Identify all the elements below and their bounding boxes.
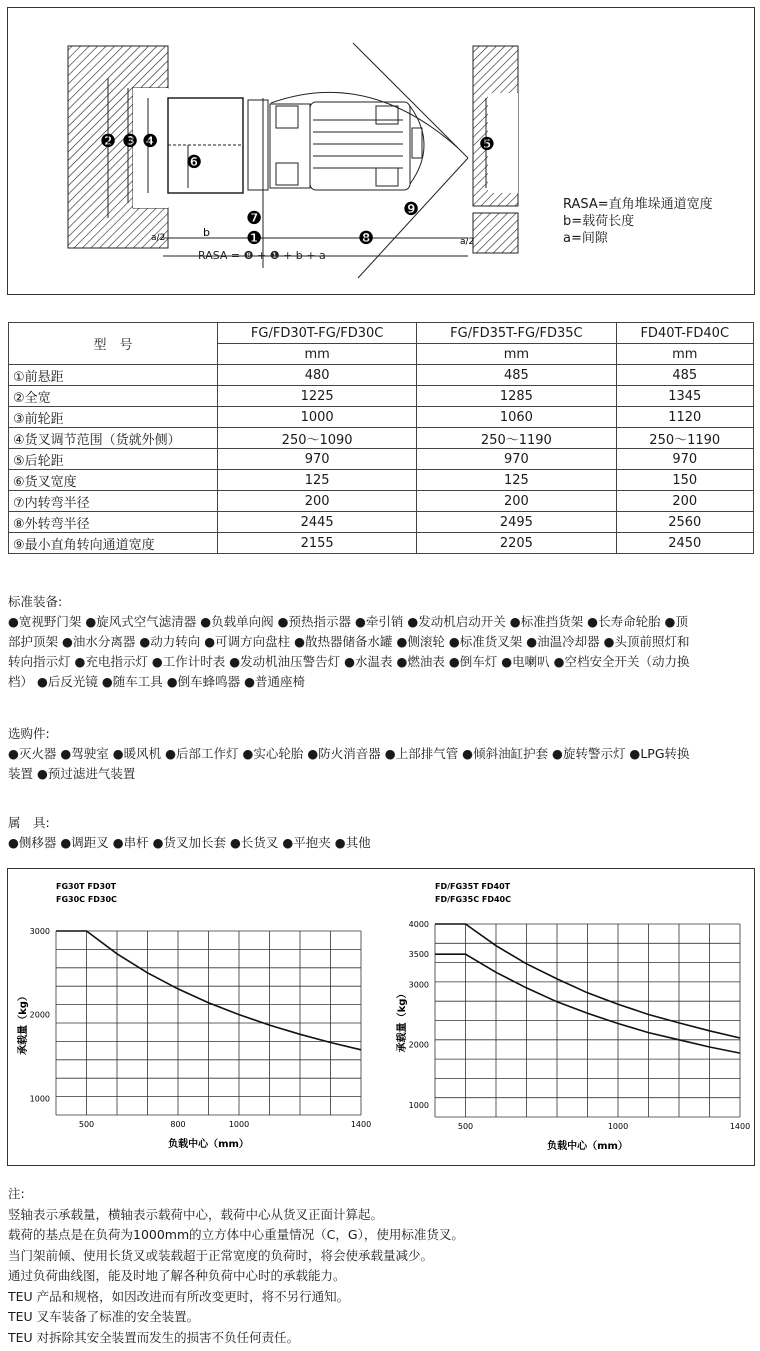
table-row	[9, 491, 754, 512]
attachments-title: 属 具:	[8, 815, 50, 830]
table-row	[9, 449, 754, 470]
table-cell: 970	[218, 449, 417, 470]
notes-title: 注:	[8, 1186, 25, 1201]
y-tick-label: 2000	[408, 1040, 429, 1050]
marker-9: ❾	[403, 199, 420, 220]
table-cell: 1285	[417, 386, 616, 407]
row-label: ④货叉调节范围（货就外侧）	[9, 428, 218, 449]
load-charts	[8, 869, 753, 1164]
row-label: ②全宽	[9, 386, 218, 407]
half-a-left: a/2	[151, 233, 166, 243]
half-a-right: a/2	[460, 237, 475, 247]
table-cell: 2495	[417, 512, 616, 533]
unit-cell: mm	[616, 344, 754, 365]
note-line: TEU 产品和规格，如因改进而有所改变更时，将不另行通知。	[8, 1288, 350, 1304]
table-cell: 250～1190	[417, 428, 616, 449]
marker-2: ❷	[100, 131, 117, 152]
table-cell: 1060	[417, 407, 616, 428]
table-cell: 200	[218, 491, 417, 512]
table-cell: 2155	[218, 533, 417, 554]
turning-diagram	[7, 7, 755, 295]
y-tick-label: 3500	[408, 950, 429, 960]
row-label: ⑧外转弯半径	[9, 512, 218, 533]
chart-title: FD/FG35T FD40T	[435, 882, 511, 891]
table-cell: 485	[417, 365, 616, 386]
marker-5: ❺	[479, 134, 496, 155]
standard-equipment	[8, 592, 756, 692]
chart-title: FD/FG35C FD40C	[435, 895, 511, 904]
table-cell: 2205	[417, 533, 616, 554]
table-row	[9, 470, 754, 491]
attachments	[8, 813, 756, 853]
standard-line: 部护顶架 ●油水分离器 ●动力转向 ●可调方向盘柱 ●散热器储备水罐 ●侧滚轮 ●标准货叉架 ●油温冷却器 ●头顶前照灯和	[8, 634, 690, 649]
standard-line: 转向指示灯 ●充电指示灯 ●工作计时表 ●发动机油压警告灯 ●水温表 ●燃油表 ●倒车灯 ●电喇叭 ●空档安全开关（动力换	[8, 654, 690, 669]
forklift-outline	[248, 100, 424, 190]
row-label: ⑨最小直角转向通道宽度	[9, 533, 218, 554]
table-cell: 970	[616, 449, 754, 470]
table-cell: 250～1190	[616, 428, 754, 449]
rasa-formula: RASA = ❽ + ❶ + b + a	[198, 249, 326, 262]
table-cell: 125	[218, 470, 417, 491]
note-line: 通过负荷曲线图，能及时地了解各种负荷中心时的承载能力。	[8, 1268, 346, 1283]
marker-3: ❸	[122, 131, 139, 152]
x-tick-label: 1400	[729, 1122, 751, 1131]
note-line: TEU 对拆除其安全装置而发生的损害不负任何责任。	[8, 1329, 300, 1345]
attachments-line: ●侧移器 ●调距叉 ●串杆 ●货叉加长套 ●长货叉 ●平抱夹 ●其他	[8, 835, 371, 850]
x-tick-label: 800	[170, 1120, 186, 1129]
table-cell: 200	[616, 491, 754, 512]
table-row	[9, 533, 754, 554]
table-cell: 125	[417, 470, 616, 491]
marker-1: ❶	[246, 228, 263, 249]
table-row	[9, 365, 754, 386]
row-label: ①前悬距	[9, 365, 218, 386]
table-row	[9, 386, 754, 407]
table-row	[9, 407, 754, 428]
x-tick-label: 500	[78, 1120, 95, 1129]
legend-b: b=载荷长度	[563, 214, 635, 229]
x-tick-label: 1000	[228, 1120, 250, 1129]
spec-table	[8, 322, 754, 554]
table-row	[9, 428, 754, 449]
note-line: 竖轴表示承载量，横轴表示载荷中心，载荷中心从货叉正面计算起。	[8, 1206, 384, 1222]
x-tick-label: 1400	[350, 1120, 372, 1129]
note-line: TEU 叉车装备了标准的安全装置。	[8, 1309, 200, 1324]
x-axis-label: 负载中心（mm）	[168, 1139, 249, 1150]
optional-equipment	[8, 724, 756, 784]
legend-rasa: RASA=直角堆垛通道宽度	[563, 197, 713, 212]
unit-cell: mm	[417, 344, 616, 365]
x-tick-label: 1000	[607, 1122, 629, 1131]
table-cell: 200	[417, 491, 616, 512]
column-header: FG/FD30T-FG/FD30C	[218, 323, 417, 344]
table-row	[9, 512, 754, 533]
table-cell: 1120	[616, 407, 754, 428]
y-axis-label: 承载量（kg）	[397, 988, 408, 1053]
legend-a: a=间隙	[563, 231, 608, 246]
table-cell: 150	[616, 470, 754, 491]
table-cell: 485	[616, 365, 754, 386]
unit-cell: mm	[218, 344, 417, 365]
table-cell: 1225	[218, 386, 417, 407]
model-header: 型 号	[9, 323, 218, 365]
y-tick-label: 4000	[408, 920, 429, 929]
column-header: FD40T-FD40C	[616, 323, 754, 344]
row-label: ⑥货叉宽度	[9, 470, 218, 491]
y-tick-label: 1000	[29, 1094, 50, 1104]
marker-7: ❼	[246, 208, 263, 229]
table-header-row	[9, 323, 754, 344]
x-tick-label: 500	[457, 1122, 474, 1131]
chart-title: FG30T FD30T	[56, 882, 117, 891]
y-tick-label: 3000	[29, 927, 50, 936]
optional-line: ●灭火器 ●驾驶室 ●暖风机 ●后部工作灯 ●实心轮胎 ●防火消音器 ●上部排气管 ●倾斜油缸护套 ●旋转警示灯 ●LPG转换	[8, 746, 690, 761]
table-cell: 250～1090	[218, 428, 417, 449]
marker-6: ❻	[186, 152, 203, 173]
b-label: b	[203, 226, 210, 239]
optional-title: 选购件:	[8, 726, 50, 741]
table-cell: 2450	[616, 533, 754, 554]
y-tick-label: 3000	[408, 980, 429, 990]
y-tick-label: 1000	[408, 1100, 429, 1110]
y-axis-label: 承载量（kg）	[18, 991, 29, 1055]
y-tick-label: 2000	[29, 1010, 50, 1020]
table-cell: 480	[218, 365, 417, 386]
table-cell: 970	[417, 449, 616, 470]
optional-line: 装置 ●预过滤进气装置	[8, 766, 136, 781]
row-label: ③前轮距	[9, 407, 218, 428]
diagram-legend	[563, 196, 713, 247]
table-cell: 1000	[218, 407, 417, 428]
table-cell: 2560	[616, 512, 754, 533]
note-line: 载荷的基点是在负荷为1000mm的立方体中心重量情况（C，G），使用标准货叉。	[8, 1227, 464, 1242]
load-chart-panel	[7, 868, 755, 1166]
standard-line: ●宽视野门架 ●旋风式空气滤清器 ●负载单向阀 ●预热指示器 ●牵引销 ●发动机启动开关 ●标准挡货架 ●长寿命轮胎 ●顶	[8, 614, 688, 629]
standard-line: 档） ●后反光镜 ●随车工具 ●倒车蜂鸣器 ●普通座椅	[8, 674, 306, 689]
table-cell: 2445	[218, 512, 417, 533]
chart-title: FG30C FD30C	[56, 895, 117, 904]
note-line: 当门架前倾、使用长货叉或装载超于正常宽度的负荷时，将会使承载量减少。	[8, 1247, 434, 1263]
row-label: ⑦内转弯半径	[9, 491, 218, 512]
notes	[8, 1184, 464, 1348]
table-cell: 1345	[616, 386, 754, 407]
forklift-aisle-drawing	[8, 8, 753, 293]
x-axis-label: 负载中心（mm）	[547, 1141, 628, 1152]
marker-8: ❽	[358, 228, 375, 249]
column-header: FG/FD35T-FG/FD35C	[417, 323, 616, 344]
standard-title: 标准装备:	[8, 594, 63, 609]
marker-4: ❹	[142, 131, 159, 152]
row-label: ⑤后轮距	[9, 449, 218, 470]
